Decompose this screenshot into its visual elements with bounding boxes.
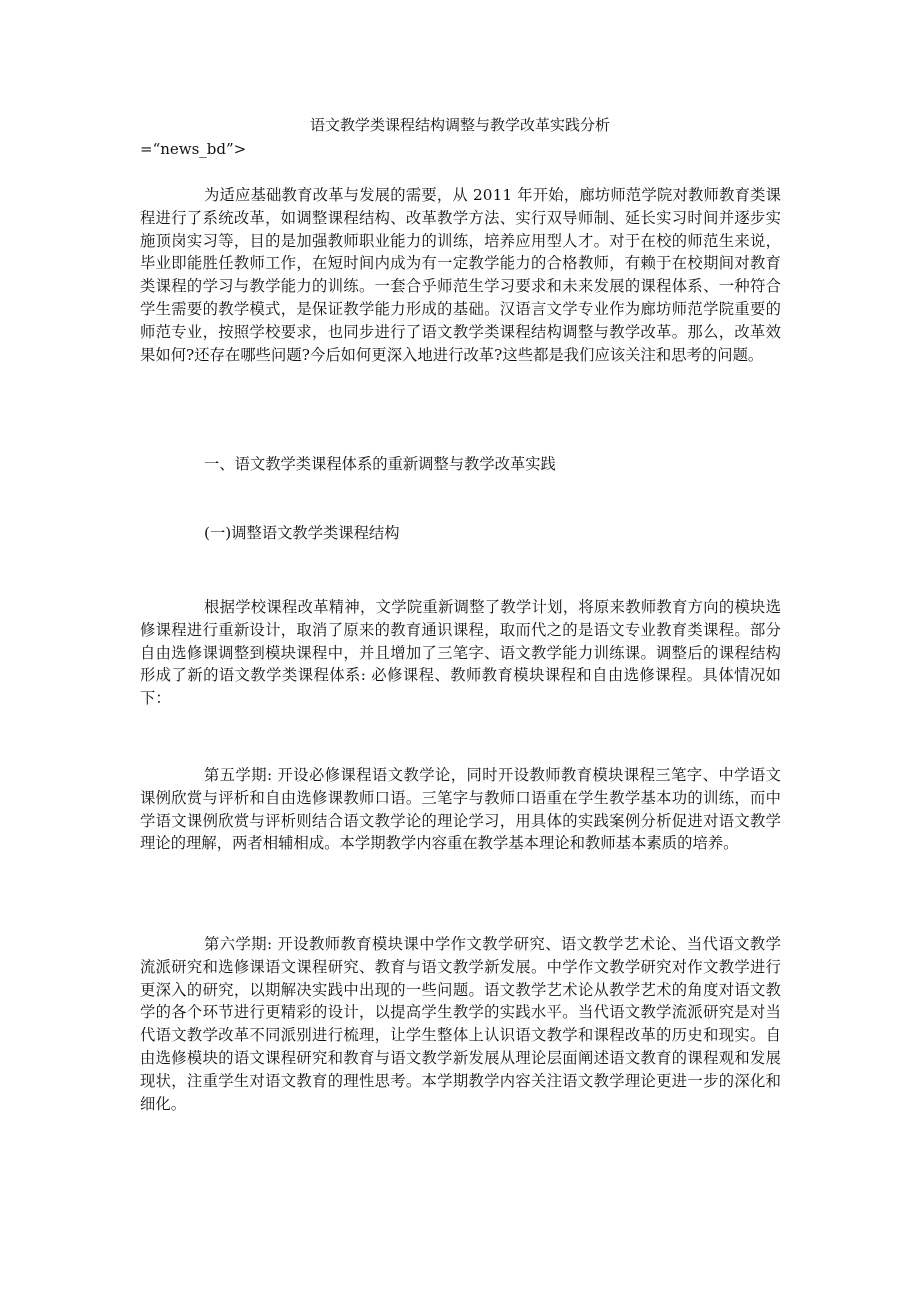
section-heading: 一、语文教学类课程体系的重新调整与教学改革实践: [204, 455, 556, 473]
paragraph-structure: 根据学校课程改革精神，文学院重新调整了教学计划，将原来教师教育方向的模块选修课程进行重新设计，取消了原来的教育通识课程，取而代之的是语文专业教育类课程。部分自由选修课调整到模块课程中，并且增加了三笔字、语文教学能力训练课。调整后的课程结构形成了新的语文教学类课程体系: 必修课程、教师教育模块课程和自由选修课程。具体情况如下：: [140, 598, 781, 708]
subsection-heading: (一)调整语文教学类课程结构: [204, 524, 400, 542]
stray-markup-text: =“news_bd”>: [140, 140, 247, 158]
paragraph-semester5: 第五学期: 开设必修课程语文教学论，同时开设教师教育模块课程三笔字、中学语文课例欣赏与评析和自由选修课教师口语。三笔字与教师口语重在学生教学基本功的训练，而中学语文课例欣赏与评析则结合语文教学论的理论学习，用具体的实践案例分析促进对语文教学理论的理解，两者相辅相成。本学期教学内容重在教学基本理论和教师基本素质的培养。: [140, 766, 781, 853]
paragraph-semester6: 第六学期: 开设教师教育模块课中学作文教学研究、语文教学艺术论、当代语文教学流派研究和选修课语文课程研究、教育与语文教学新发展。中学作文教学研究对作文教学进行更深入的研究，以期解决实践中出现的一些问题。语文教学艺术论从教学艺术的角度对语文教学的各个环节进行更精彩的设计，以提高学生教学的实践水平。当代语文教学流派研究是对当代语文教学改革不同派别进行梳理，让学生整体上认识语文教学和课程改革的历史和现实。自由选修模块的语文课程研究和教育与语文教学新发展从理论层面阐述语文教育的课程观和发展现状，注重学生对语文教育的理性思考。本学期教学内容关注语文教学理论更进一步的深化和细化。: [140, 935, 781, 1113]
paragraph-intro: 为适应基础教育改革与发展的需要，从 2011 年开始，廊坊师范学院对教师教育类课程进行了系统改革，如调整课程结构、改革教学方法、实行双导师制、延长实习时间并逐步实施顶岗实习等，目的是加强教师职业能力的训练，培养应用型人才。对于在校的师范生来说，毕业即能胜任教师工作，在短时间内成为有一定教学能力的合格教师，有赖于在校期间对教育类课程的学习与教学能力的训练。一套合乎师范生学习要求和未来发展的课程体系、一种符合学生需要的教学模式，是保证教学能力形成的基础。汉语言文学专业作为廊坊师范学院重要的师范专业，按照学校要求，也同步进行了语文教学类课程结构调整与教学改革。那么，改革效果如何?还存在哪些问题?今后如何更深入地进行改革?这些都是我们应该关注和思考的问题。: [140, 186, 781, 364]
document-title: 语文教学类课程结构调整与教学改革实践分析: [309, 116, 610, 134]
